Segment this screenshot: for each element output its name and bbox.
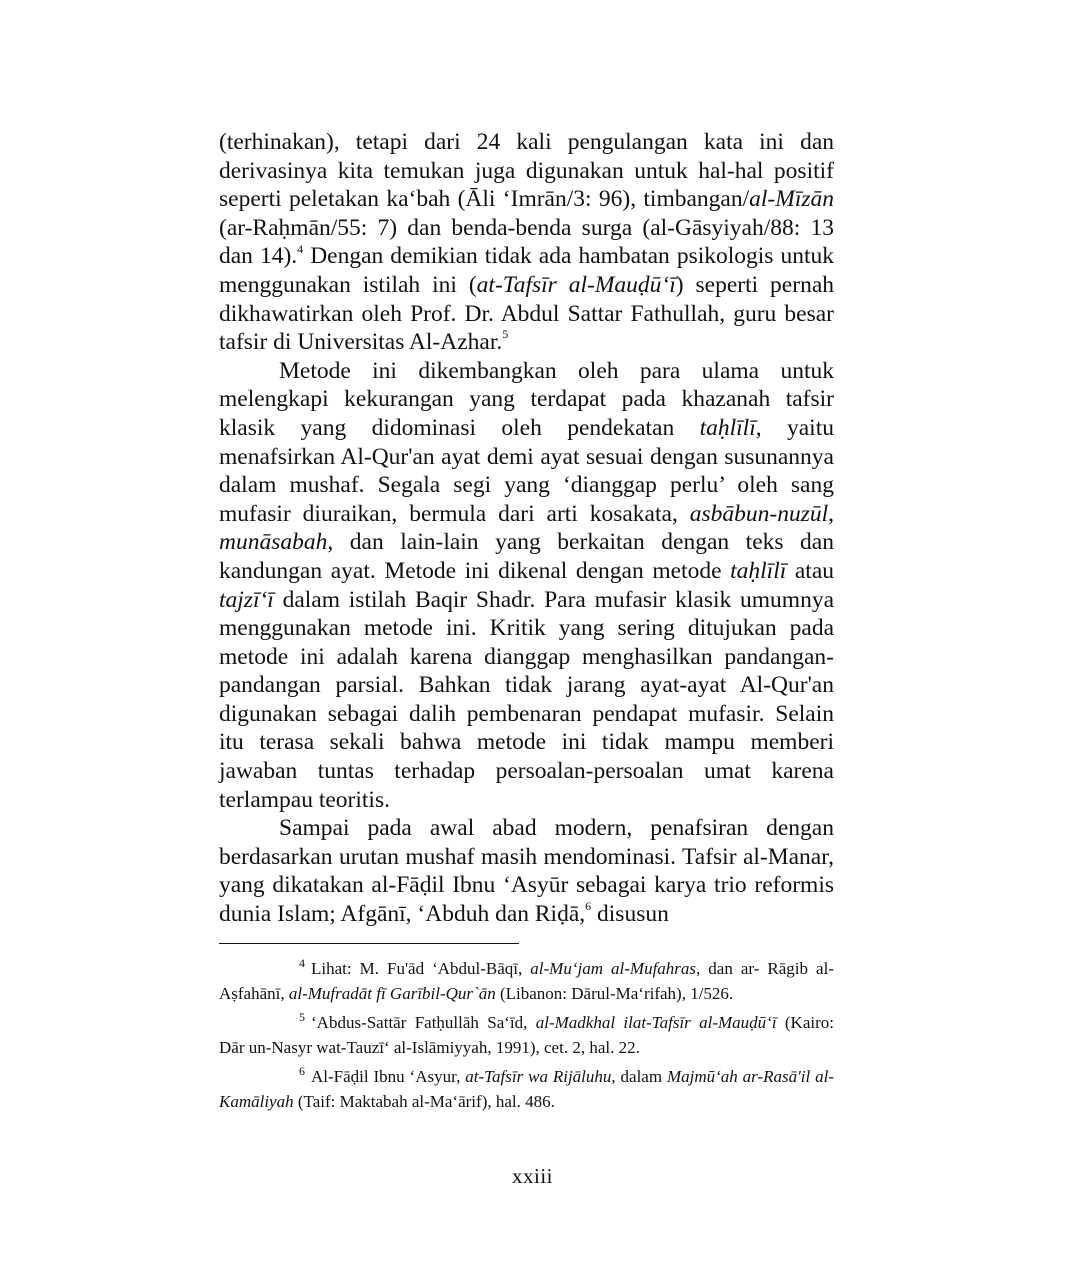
text-run: ) seperti pernah dikhawatirkan oleh Prof. Dr. Abdul Sattar Fathullah, guru besar tafsir di Universitas Al-Azhar. xyxy=(219,271,834,356)
text-run: Metode ini dikembangkan oleh para ulama untuk melengkapi kekurangan yang terdapat pada khazanah tafsir klasik yang didominasi oleh pendekatan xyxy=(219,357,834,441)
text-run: ‘Abdus-Sattār Fatḥullāh Sa‘īd, xyxy=(311,1013,536,1032)
text-run: dalam istilah Baqir Shadr. Para mufasir klasik umumnya menggunakan metode ini. Kritik yang sering ditujukan pada metode ini adalah karena dianggap menghasilkan pandangan-pandangan parsial. Bahkan tidak jarang ayat-ayat Al-Qur'an digunakan sebagai dalih pembenaran pendapat mufasir. Selain itu terasa sekali bahwa metode ini tidak mampu memberi jawaban tuntas terhadap persoalan-persoalan umat karena terlampau teoritis. xyxy=(219,586,834,813)
main-text xyxy=(219,128,834,929)
text-run: (Kairo: Dār un-Nasyr wat-Tauzī‘ al-Islāmiyyah, 1991), cet. 2, hal. 22. xyxy=(219,1013,834,1057)
footnote-6 xyxy=(219,1065,834,1114)
footnote-reference: 6 xyxy=(585,899,592,914)
text-run: , dalam xyxy=(611,1067,667,1086)
text-run: (Libanon: Dārul-Ma‘rifah), 1/526. xyxy=(495,983,734,1003)
footnotes-section xyxy=(219,957,834,1119)
footnote-reference: 4 xyxy=(297,241,304,256)
italic-term: Majmū‘ah ar-Rasā'il al-Kamāliyah xyxy=(219,1067,834,1111)
italic-term: taḥlīlī xyxy=(730,557,787,584)
text-run: (ar-Raḥmān/55: 7) dan benda-benda surga (al-Gāsyiyah/88: 13 dan 14). xyxy=(219,214,834,270)
footnote-divider xyxy=(219,943,519,944)
text-run: , yaitu menafsirkan Al-Qur'an ayat demi ayat sesuai dengan susunannya dalam mushaf. Segala segi yang ‘dianggap perlu’ oleh sang mufasir diuraikan, bermula dari arti kosakata, xyxy=(219,414,834,527)
italic-term: asbābun-nuzūl xyxy=(689,500,829,527)
text-run: Lihat: M. Fu'ād ‘Abdul-Bāqī, xyxy=(311,959,531,978)
italic-term: al-Mu‘jam al-Mufahras xyxy=(530,959,697,978)
italic-term: taḥlīlī xyxy=(699,414,756,441)
body-paragraph-3 xyxy=(219,814,834,928)
body-paragraph-2 xyxy=(219,357,834,815)
footnote-4 xyxy=(219,957,834,1006)
text-run: , dan lain-lain yang berkaitan dengan teks dan kandungan ayat. Metode ini dikenal dengan metode xyxy=(219,529,834,584)
footnote-5 xyxy=(219,1011,834,1060)
text-run: Al-Fāḍil Ibnu ‘Asyur, xyxy=(311,1067,466,1086)
text-run: (terhinakan), tetapi dari 24 kali pengulangan kata ini dan derivasinya kita temukan juga digunakan untuk hal-hal positif seperti peletakan ka‘bah (Āli ‘Imrān/3: 96), timbangan/ xyxy=(219,129,834,213)
italic-term: at-Tafsīr wa Rijāluhu xyxy=(465,1067,612,1086)
text-run: disusun xyxy=(591,901,669,928)
text-run: Sampai pada awal abad modern, penafsiran dengan berdasarkan urutan mushaf masih mendominasi. Tafsir al-Manar, yang dikatakan al-Fāḍil Ibnu ‘Asyūr sebagai karya trio reformis dunia Islam; Afgānī, ‘Abduh dan Riḍā, xyxy=(219,815,834,928)
footnote-number: 4 xyxy=(299,956,305,971)
italic-term: at-Tafsīr al-Mauḍū‘ī xyxy=(476,271,676,298)
italic-term: al-Mīzān xyxy=(749,186,834,213)
italic-term: al-Madkhal ilat-Tafsīr al-Mauḍū‘ī xyxy=(535,1013,777,1032)
footnote-number: 6 xyxy=(299,1064,305,1079)
footnote-number: 5 xyxy=(299,1010,305,1025)
page-number: xxiii xyxy=(511,1164,553,1188)
text-run: atau xyxy=(786,557,835,584)
italic-term: al-Mufradāt fī Garībil-Qur`ān xyxy=(288,983,496,1003)
body-paragraph-1 xyxy=(219,128,834,357)
text-run: (Taif: Maktabah al-Ma‘ārif), hal. 486. xyxy=(293,1091,555,1111)
text-run: , xyxy=(828,500,834,527)
italic-term: tajzī‘ī xyxy=(219,586,274,613)
text-run: Dengan demikian tidak ada hambatan psikologis untuk menggunakan istilah ini ( xyxy=(219,243,834,298)
italic-term: munāsabah xyxy=(219,529,328,556)
footnote-reference: 5 xyxy=(502,327,509,342)
text-run: , dan ar- Rāgib al-Aṣfahānī, xyxy=(219,959,834,1003)
